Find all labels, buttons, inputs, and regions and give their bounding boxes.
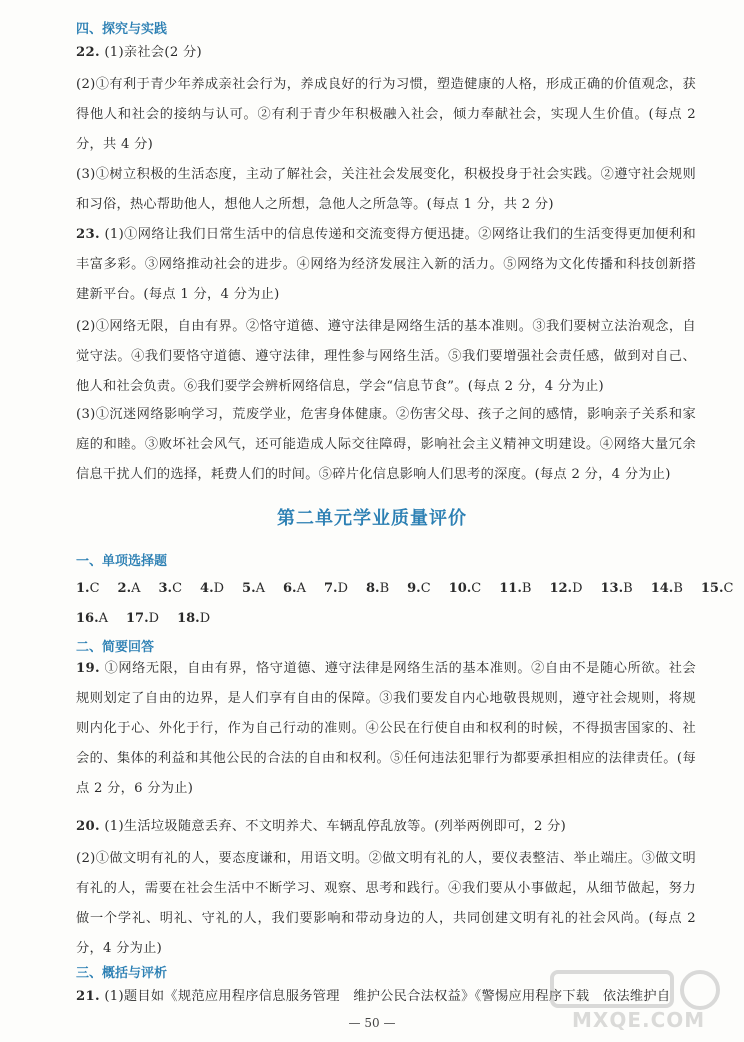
mc-answer-item xyxy=(76,611,108,626)
mc-answer-number: 18. xyxy=(177,611,200,626)
page-number: — 50 — xyxy=(348,1016,396,1030)
mc-answer-letter: D xyxy=(337,581,348,596)
watermark-logo xyxy=(532,968,732,1038)
q23-number: 23. xyxy=(76,227,100,242)
mc-answer-number: 7. xyxy=(323,581,338,596)
mc-answer-item xyxy=(283,581,306,596)
mc-answer-letter: B xyxy=(379,581,390,596)
q20-answer-2: (2)①做文明有礼的人，要态度谦和，用语文明。②做文明有礼的人，要仪表整洁、举止端庄。③做文明有礼的人，需要在社会生活中不断学习、观察、思考和践行。④我们要从小事做起，从细节做起，努力做一个学礼、明礼、守礼的人，我们要影响和带动身边的人，共同创建文明有礼的社会风尚。(每点 2 分，4 分为止) xyxy=(76,851,696,956)
mc-answer-letter: D xyxy=(213,581,225,596)
mc-answer-item xyxy=(407,581,431,596)
mc-answer-number: 13. xyxy=(600,581,624,596)
q21-number: 21. xyxy=(76,989,100,1004)
mc-answer-letter: C xyxy=(471,581,482,596)
mc-answer-item xyxy=(242,581,265,596)
mc-answer-letter: C xyxy=(420,581,431,596)
q19-answer: 19. ①网络无限，自由有界，恪守道德、遵守法律是网络生活的基本准则。②自由不是随心所欲。社会规则划定了自由的边界，是人们享有自由的保障。③我们要发自内心地敬畏规则，遵守社会规则，将规则内化于心、外化于行，作为自己行动的准则。④公民在行使自由和权利的时候，不得损害国家的、社会的、集体的利益和其他公民的合法的自由和权利。⑤任何违法犯罪行为都要承担相应的法律责任。(每点 2 分，6 分为止) xyxy=(76,661,696,796)
mc-answer-number: 16. xyxy=(76,611,99,626)
section-heading-4: 四、探究与实践 xyxy=(76,22,168,37)
mc-answer-item xyxy=(126,611,159,626)
q23-answer-1: 23. (1)①网络让我们日常生活中的信息传递和交流变得方便迅捷。②网络让我们的生活变得更加便利和丰富多彩。③网络推动社会的进步。④网络为经济发展注入新的活力。⑤网络为文化传播和科技创新搭建新平台。(每点 1 分，4 分为止) xyxy=(76,227,696,302)
mc-answer-letter: A xyxy=(296,581,306,596)
mc-answer-number: 11. xyxy=(499,581,522,596)
mc-answer-item xyxy=(324,581,348,596)
mc-answer-item xyxy=(366,581,389,596)
mc-answer-item xyxy=(200,581,224,596)
mc-answer-number: 17. xyxy=(126,611,149,626)
unit-title: 第二单元学业质量评价 xyxy=(277,508,467,529)
mc-answer-number: 14. xyxy=(650,581,674,596)
mc-answer-letter: C xyxy=(89,581,100,596)
mc-answer-letter: D xyxy=(572,581,583,596)
mc-answer-letter: A xyxy=(98,611,109,626)
section-heading-3: 三、概括与评析 xyxy=(76,966,168,981)
mc-answer-letter: C xyxy=(172,581,183,596)
mc-answer-letter: C xyxy=(723,581,734,596)
mc-answer-item xyxy=(159,581,183,596)
mc-answer-item xyxy=(651,581,683,596)
q19-number: 19. xyxy=(76,661,100,676)
mc-answer-item xyxy=(118,581,141,596)
mc-answer-number: 8. xyxy=(366,581,380,596)
mc-answer-letter: D xyxy=(148,611,160,626)
mc-answer-number: 5. xyxy=(242,581,256,596)
mc-answer-letter: B xyxy=(521,581,532,596)
mc-answer-item xyxy=(549,581,582,596)
multiple-choice-answers xyxy=(76,574,734,634)
q23-answer-2: (2)①网络无限，自由有界。②恪守道德、遵守法律是网络生活的基本准则。③我们要树立法治观念，自觉守法。④我们要恪守道德、遵守法律，理性参与网络生活。⑤我们要增强社会责任感，做到对自己、他人和社会负责。⑥我们要学会辨析网络信息，学会“信息节食”。(每点 2 分，4 分为止) xyxy=(76,319,696,394)
mc-answer-letter: B xyxy=(673,581,683,596)
mc-answer-item xyxy=(177,611,210,626)
mc-answer-number: 9. xyxy=(407,581,421,596)
mc-answer-letter: A xyxy=(255,581,266,596)
section-heading-2: 二、简要回答 xyxy=(76,640,155,655)
mc-answer-letter: D xyxy=(199,611,211,626)
q23-answer-3: (3)①沉迷网络影响学习，荒废学业，危害身体健康。②伤害父母、孩子之间的感情，影响亲子关系和家庭的和睦。③败坏社会风气，还可能造成人际交往障碍，影响社会主义精神文明建设。④网络大量冗余信息干扰人们的选择，耗费人们的时间。⑤碎片化信息影响人们思考的深度。(每点 2 分，4 分为止) xyxy=(76,407,696,482)
mc-answer-number: 12. xyxy=(549,581,573,596)
q22-answer-2: (2)①有利于青少年养成亲社会行为，养成良好的行为习惯，塑造健康的人格，形成正确的价值观念，获得他人和社会的接纳与认可。②有利于青少年积极融入社会，倾力奉献社会，实现人生价值。(每点 2 分，共 4 分) xyxy=(76,77,696,152)
mc-answer-letter: A xyxy=(131,581,141,596)
mc-answer-item xyxy=(499,581,531,596)
q20-number: 20. xyxy=(76,819,100,834)
watermark-url: MXQE.COM xyxy=(572,1008,706,1032)
mc-answer-item xyxy=(449,581,482,596)
q22-answer-1: 22. (1)亲社会(2 分) xyxy=(76,45,202,60)
section-heading-1: 一、单项选择题 xyxy=(76,554,168,569)
mc-answer-number: 3. xyxy=(158,581,173,596)
mc-answer-number: 4. xyxy=(200,581,214,596)
mc-answer-letter: B xyxy=(623,581,633,596)
mc-answer-number: 15. xyxy=(700,581,724,596)
mc-answer-item xyxy=(601,581,633,596)
mc-answer-number: 2. xyxy=(117,581,132,596)
mc-answer-item xyxy=(701,581,734,596)
mc-answer-number: 6. xyxy=(283,581,297,596)
mc-answer-number: 10. xyxy=(448,581,472,596)
mc-answer-item xyxy=(76,581,100,596)
mc-answer-number: 1. xyxy=(76,581,90,596)
q20-answer-1: 20. (1)生活垃圾随意丢弃、不文明养犬、车辆乱停乱放等。(列举两例即可，2 分) xyxy=(76,819,567,834)
q22-answer-3: (3)①树立积极的生活态度，主动了解社会，关注社会发展变化，积极投身于社会实践。②遵守社会规则和习俗，热心帮助他人，想他人之所想，急他人之所急等。(每点 1 分，共 2 分) xyxy=(76,167,696,212)
q22-number: 22. xyxy=(76,45,100,60)
q21-answer: 21. (1)题目如《规范应用程序信息服务管理 维护公民合法权益》《警惕应用程序下载 依法维护自 xyxy=(76,989,671,1004)
